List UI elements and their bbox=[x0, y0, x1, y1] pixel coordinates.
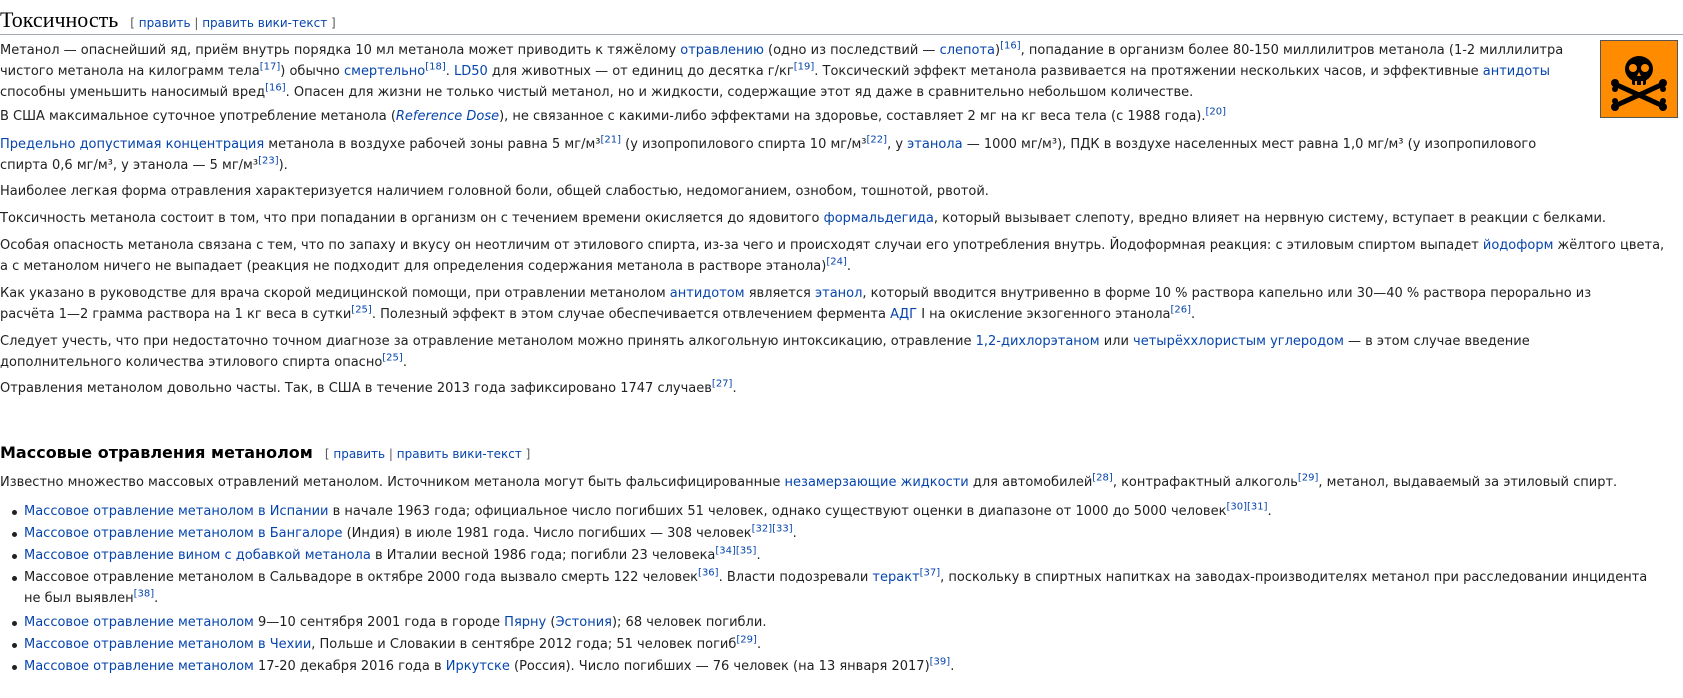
skull-crossbones-icon bbox=[1601, 41, 1677, 117]
reference[interactable] bbox=[1092, 473, 1113, 484]
link-terror-act[interactable]: теракт bbox=[872, 570, 920, 585]
ref-link[interactable]: [36] bbox=[698, 567, 719, 579]
ref-link[interactable]: [22] bbox=[866, 134, 888, 146]
section-heading-mass-poisonings bbox=[0, 441, 530, 466]
reference[interactable] bbox=[425, 62, 446, 73]
list-item bbox=[12, 545, 1674, 566]
ref-link[interactable]: [25] bbox=[382, 352, 403, 364]
link-reference-dose[interactable] bbox=[396, 109, 499, 124]
link-irkutsk[interactable]: Иркутске bbox=[445, 659, 510, 674]
section-title: Массовые отравления метанолом bbox=[0, 443, 313, 462]
reference[interactable] bbox=[715, 546, 736, 557]
text: . bbox=[846, 259, 851, 274]
ref-link[interactable]: [25] bbox=[351, 304, 372, 316]
reference[interactable] bbox=[826, 257, 847, 268]
link-antidotes[interactable]: антидоты bbox=[1482, 64, 1551, 79]
ref-link[interactable]: [24] bbox=[826, 256, 847, 268]
section-heading-toxicity bbox=[0, 6, 336, 37]
text: . bbox=[792, 526, 797, 541]
text: ( bbox=[546, 615, 556, 630]
reference[interactable] bbox=[772, 524, 793, 535]
reference[interactable] bbox=[265, 83, 286, 94]
text: является bbox=[744, 286, 815, 301]
text: ); 68 человек погибли. bbox=[611, 615, 767, 630]
reference[interactable] bbox=[752, 524, 773, 535]
reference[interactable] bbox=[1206, 107, 1227, 118]
text: в начале 1963 года; официальное число погибших 51 человек, однако существуют оценки в диапазоне от 1000 до 5000 человек bbox=[328, 504, 1227, 519]
text: — в этом случае введение дополнительного количества этилового спирта опасно bbox=[0, 334, 1530, 370]
text: Массовое отравление метанолом в Сальвадоре в октябре 2000 года вызвало смерть 122 человек bbox=[24, 570, 699, 585]
text: . bbox=[950, 659, 955, 674]
link-carbon-tetrachloride[interactable]: четырёххлористым углеродом bbox=[1133, 334, 1344, 349]
text: способны уменьшить наносимый вред bbox=[0, 85, 266, 100]
ref-link[interactable]: [27] bbox=[711, 378, 733, 390]
reference[interactable] bbox=[1298, 473, 1319, 484]
text: или bbox=[1099, 334, 1134, 349]
ref-link[interactable]: [21] bbox=[600, 134, 621, 146]
text: ). bbox=[278, 158, 288, 173]
paragraph-antidote bbox=[0, 283, 1640, 325]
text: , у bbox=[887, 137, 908, 152]
paragraph-diagnosis bbox=[0, 331, 1630, 373]
reference[interactable] bbox=[920, 568, 941, 579]
text: , метанол, выдаваемый за этиловый спирт. bbox=[1318, 475, 1618, 490]
text: I на окисление экзогенного этанола bbox=[917, 307, 1171, 322]
paragraph-formaldehyde bbox=[0, 208, 1660, 229]
link-ld50[interactable]: LD50 bbox=[453, 64, 488, 79]
text: жёлтого цвета, а с метанолом ничего не выпадает (реакция не подходит для определения содержания метанола в растворе этанола) bbox=[0, 238, 1665, 274]
list-item bbox=[12, 634, 1674, 655]
link-formaldehyde[interactable]: формальдегида bbox=[823, 211, 934, 226]
edit-wikitext-link[interactable]: править вики-текст bbox=[396, 447, 522, 461]
link-mass-poisoning[interactable]: Массовое отравление метанолом bbox=[24, 615, 254, 630]
ref-link[interactable]: [31] bbox=[1246, 501, 1268, 513]
text: . Полезный эффект в этом случае обеспечивается отвлечением фермента bbox=[371, 307, 891, 322]
reference[interactable] bbox=[930, 657, 951, 668]
ref-link[interactable]: [18] bbox=[425, 61, 446, 73]
edit-section-links: [ править | править вики-текст ] bbox=[130, 16, 336, 30]
text: (одно из последствий — bbox=[763, 43, 940, 58]
reference[interactable] bbox=[712, 379, 733, 390]
ref-link[interactable]: [17] bbox=[259, 61, 281, 73]
link-estonia[interactable]: Эстония bbox=[555, 615, 612, 630]
text: (у изопропилового спирта 10 мг/м³ bbox=[621, 137, 867, 152]
ref-link[interactable]: [19] bbox=[793, 61, 815, 73]
text: в Италии весной 1986 года; погибли 23 человека bbox=[370, 548, 716, 563]
text: 9—10 сентября 2001 года в городе bbox=[253, 615, 505, 630]
text: . bbox=[402, 355, 407, 370]
reference[interactable] bbox=[260, 62, 281, 73]
text: — 1000 мг/м³), ПДК в воздухе населенных мест равна 1,0 мг/м³ (у изопропилового спирта 0,6 мг/м³, у этанола — 5 мг/м³ bbox=[0, 137, 1537, 173]
link-iodoform[interactable]: йодоформ bbox=[1482, 238, 1554, 253]
text: , попадание в организм более 80-150 миллилитров метанола (1-2 миллилитра чистого метанола на килограмм тела bbox=[0, 43, 1564, 79]
edit-section-links: [ править | править вики-текст ] bbox=[324, 447, 531, 461]
list-item bbox=[12, 656, 1674, 677]
ref-link[interactable]: [39] bbox=[929, 656, 951, 668]
text: , контрафактный алкоголь bbox=[1112, 475, 1298, 490]
link-lethal[interactable]: смертельно bbox=[343, 64, 426, 79]
link-spain[interactable]: Массовое отравление метанолом в Испании bbox=[24, 504, 329, 519]
ref-link[interactable]: [16] bbox=[265, 82, 286, 94]
list-item bbox=[12, 523, 1674, 544]
reference[interactable] bbox=[794, 62, 815, 73]
text: Как указано в руководстве для врача скорой медицинской помощи, при отравлении метанолом bbox=[0, 286, 670, 301]
link-parnu[interactable]: Пярну bbox=[504, 615, 547, 630]
text: Метанол — опаснейший яд, приём внутрь порядка 10 мл метанола может приводить к тяжёлому bbox=[0, 43, 681, 58]
link-adh[interactable]: АДГ bbox=[890, 307, 918, 322]
ref-link[interactable]: [16] bbox=[1000, 40, 1021, 52]
reference[interactable] bbox=[382, 353, 403, 364]
text: Известно множество массовых отравлений метанолом. Источником метанола могут быть фальсифицированные bbox=[0, 475, 785, 490]
text: В США максимальное суточное употребление метанола ( bbox=[0, 109, 396, 124]
reference[interactable] bbox=[867, 135, 888, 146]
text: , который вводится внутривенно в форме 10 % раствора капельно или 30—40 % раствора перорально из расчёта 1—2 грамма раствора на 1 кг веса в сутки bbox=[0, 286, 1592, 322]
reference[interactable] bbox=[600, 135, 621, 146]
ref-link[interactable]: [23] bbox=[258, 155, 279, 167]
text: , Польше и Словакии в сентябре 2012 года; 51 человек погиб bbox=[311, 637, 737, 652]
text: Reference Dose bbox=[395, 109, 500, 124]
link-dichloroethane[interactable]: 1,2-дихлорэтаном bbox=[975, 334, 1100, 349]
edit-wikitext-link[interactable]: править вики-текст bbox=[202, 16, 328, 30]
text: для автомобилей bbox=[968, 475, 1093, 490]
link-ethanol[interactable]: этанола bbox=[907, 137, 963, 152]
link-ethanol[interactable]: этанол bbox=[814, 286, 863, 301]
heading-divider bbox=[0, 34, 1683, 35]
text: . bbox=[756, 548, 761, 563]
ref-link[interactable]: [30] bbox=[1226, 501, 1247, 513]
reference[interactable] bbox=[351, 305, 372, 316]
link-antifreeze[interactable]: незамерзающие жидкости bbox=[784, 475, 969, 490]
link-blindness[interactable]: слепота bbox=[939, 43, 996, 58]
ref-link[interactable]: [32] bbox=[751, 523, 773, 535]
ref-link[interactable]: [38] bbox=[133, 588, 155, 600]
paragraph-symptoms bbox=[0, 181, 1660, 202]
link-poisoning[interactable]: отравлению bbox=[680, 43, 764, 58]
text: Следует учесть, что при недостаточно точном диагнозе за отравление метанолом можно принять алкогольную интоксикацию, отравление bbox=[0, 334, 976, 349]
reference[interactable] bbox=[134, 589, 155, 600]
text: Особая опасность метанола связана с тем, что по запаху и вкусу он неотличим от этилового спирта, из-за чего и происходят случаи его употребления внутрь. Йодоформная реакция: с этиловым спиртом выпадет bbox=[0, 238, 1483, 253]
text: Отравления метанолом довольно часты. Так, в США в течение 2013 года зафиксировано 1747 случаев bbox=[0, 381, 712, 396]
reference[interactable] bbox=[736, 546, 757, 557]
text: . bbox=[1191, 307, 1196, 322]
ref-link[interactable]: [34] bbox=[715, 545, 736, 557]
paragraph-frequency bbox=[0, 378, 1660, 399]
edit-link[interactable]: править bbox=[333, 447, 386, 461]
text: . bbox=[756, 637, 762, 652]
text: . Власти подозревали bbox=[718, 570, 873, 585]
link-italy-wine[interactable]: Массовое отравление вином с добавкой метанола bbox=[24, 548, 371, 563]
reference[interactable] bbox=[1171, 305, 1192, 316]
text: ) обычно bbox=[280, 64, 344, 79]
ref-link[interactable]: [28] bbox=[1092, 472, 1113, 484]
paragraph-toxicity-intro bbox=[0, 40, 1585, 103]
text: . Опасен для жизни не только чистый метанол, но и жидкости, содержащие этот яд даже в сравнительно небольшом количестве. bbox=[285, 85, 1194, 100]
paragraph-pdk bbox=[0, 134, 1570, 176]
text: ) bbox=[995, 43, 1001, 58]
text: 17-20 декабря 2016 года в bbox=[253, 659, 446, 674]
reference[interactable] bbox=[258, 156, 279, 167]
ref-link[interactable]: [20] bbox=[1205, 106, 1227, 118]
paragraph-mass-intro bbox=[0, 472, 1660, 493]
list-item bbox=[12, 501, 1674, 522]
reference[interactable] bbox=[1247, 502, 1268, 513]
text: . bbox=[1267, 504, 1272, 519]
paragraph-iodoform bbox=[0, 235, 1665, 277]
link-antidote[interactable]: антидотом bbox=[669, 286, 745, 301]
text: Токсичность метанола состоит в том, что при попадании в организм он с течением времени окисляется до ядовитого bbox=[0, 211, 824, 226]
text: Наиболее легкая форма отравления характеризуется наличием головной боли, общей слабостью, недомоганием, ознобом, тошнотой, рвотой. bbox=[0, 184, 989, 199]
ref-link[interactable]: [35] bbox=[735, 545, 757, 557]
list-item bbox=[12, 567, 1654, 609]
text: (Россия). Число погибших — 76 человек (на 13 января 2017) bbox=[509, 659, 930, 674]
ref-link[interactable]: [29] bbox=[736, 634, 757, 646]
ref-link[interactable]: [29] bbox=[1297, 472, 1319, 484]
list-item bbox=[12, 612, 1674, 633]
text: для животных — от единиц до десятка г/кг bbox=[487, 64, 794, 79]
text: . bbox=[445, 64, 454, 79]
text: ), не связанное с какими-либо эффектами на здоровье, составляет 2 мг на кг веса тела (с 1988 года). bbox=[499, 109, 1206, 124]
hazard-symbol[interactable] bbox=[1600, 40, 1678, 118]
link-mass-poisoning[interactable]: Массовое отравление метанолом bbox=[24, 659, 254, 674]
ref-link[interactable]: [26] bbox=[1170, 304, 1192, 316]
link-bangalore[interactable]: Массовое отравление метанолом в Бангалоре bbox=[24, 526, 343, 541]
reference[interactable] bbox=[1000, 41, 1021, 52]
paragraph-reference-dose bbox=[0, 106, 1585, 127]
text: . bbox=[154, 591, 159, 606]
ref-link[interactable]: [37] bbox=[919, 567, 941, 579]
reference[interactable] bbox=[1226, 502, 1247, 513]
text: . bbox=[732, 381, 737, 396]
text: . Токсический эффект метанола развивается на протяжении нескольких часов, и эффективные bbox=[814, 64, 1483, 79]
text: (Индия) в июле 1981 года. Число погибших — 308 человек bbox=[342, 526, 752, 541]
text: , поскольку в спиртных напитках на заводах-производителях метанол при расследовании инцидента не был выявлен bbox=[24, 570, 1648, 606]
text: метанола в воздухе рабочей зоны равна 5 мг/м³ bbox=[264, 137, 601, 152]
section-title: Токсичность bbox=[0, 7, 119, 32]
reference[interactable] bbox=[736, 635, 757, 646]
text: , который вызывает слепоту, вредно влияет на нервную систему, вступает в реакции с белками. bbox=[933, 211, 1607, 226]
edit-link[interactable]: править bbox=[138, 16, 191, 30]
link-czech[interactable]: Массовое отравление метанолом в Чехии bbox=[24, 637, 312, 652]
ref-link[interactable]: [33] bbox=[772, 523, 793, 535]
link-max-concentration[interactable]: Предельно допустимая концентрация bbox=[0, 137, 265, 152]
reference[interactable] bbox=[698, 568, 719, 579]
